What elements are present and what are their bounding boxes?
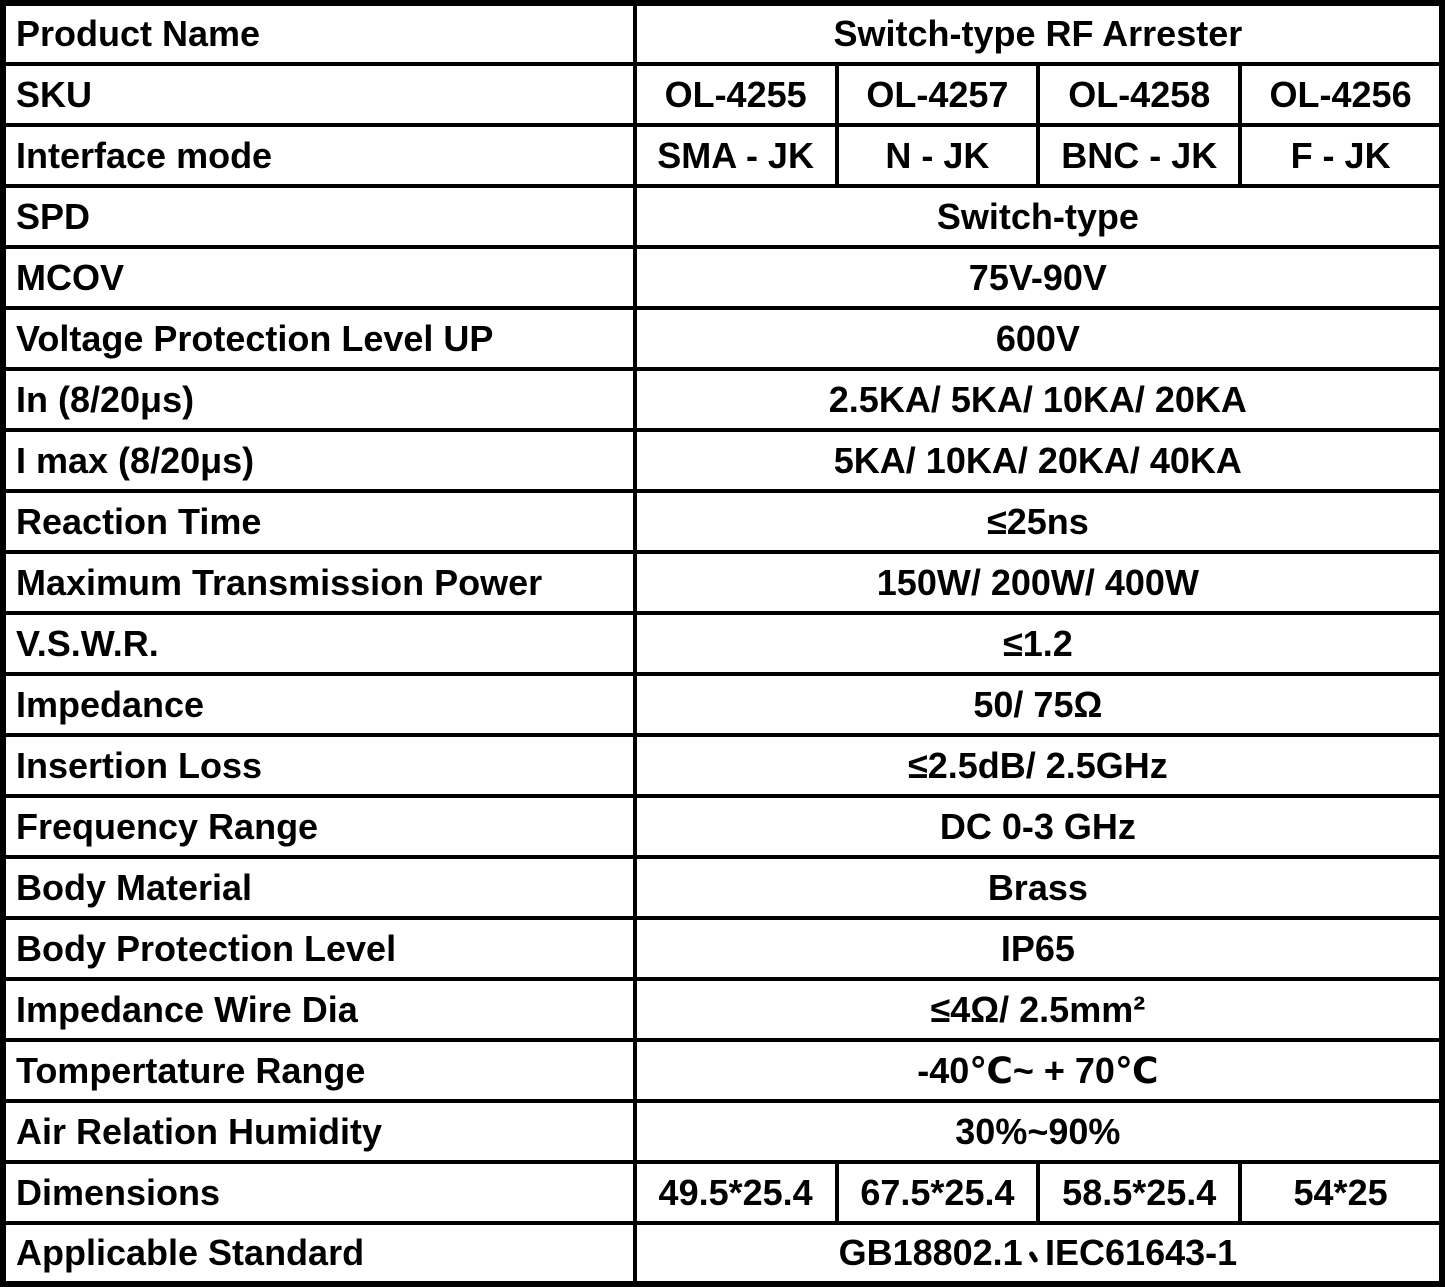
spec-label: Maximum Transmission Power xyxy=(3,552,635,613)
spec-label: Air Relation Humidity xyxy=(3,1101,635,1162)
spec-label: SPD xyxy=(3,186,635,247)
interface-cell: SMA - JK xyxy=(635,125,837,186)
spec-label: Reaction Time xyxy=(3,491,635,552)
spec-label: V.S.W.R. xyxy=(3,613,635,674)
interface-cell: F - JK xyxy=(1240,125,1442,186)
row-frequency-range xyxy=(3,796,1442,857)
sku-cell: OL-4256 xyxy=(1240,64,1442,125)
spec-label: Interface mode xyxy=(3,125,635,186)
spec-value: 600V xyxy=(635,308,1442,369)
row-max-transmission-power xyxy=(3,552,1442,613)
spec-label: Dimensions xyxy=(3,1162,635,1223)
row-interface-mode xyxy=(3,125,1442,186)
spec-label: Product Name xyxy=(3,3,635,64)
row-mcov xyxy=(3,247,1442,308)
interface-cell: BNC - JK xyxy=(1038,125,1240,186)
row-insertion-loss xyxy=(3,735,1442,796)
spec-value: IP65 xyxy=(635,918,1442,979)
spec-value: 50/ 75Ω xyxy=(635,674,1442,735)
row-temperature-range xyxy=(3,1040,1442,1101)
spec-label: Frequency Range xyxy=(3,796,635,857)
spec-value: Brass xyxy=(635,857,1442,918)
standard-part-1: GB18802.1 xyxy=(838,1232,1023,1273)
spec-value: Switch-type xyxy=(635,186,1442,247)
spec-label: I max (8/20μs) xyxy=(3,430,635,491)
row-impedance-wire-dia xyxy=(3,979,1442,1040)
spec-value: ≤1.2 xyxy=(635,613,1442,674)
spec-value: ≤2.5dB/ 2.5GHz xyxy=(635,735,1442,796)
row-voltage-protection-level xyxy=(3,308,1442,369)
spec-label: Tompertature Range xyxy=(3,1040,635,1101)
row-applicable-standard xyxy=(3,1223,1442,1284)
row-spd xyxy=(3,186,1442,247)
row-vswr xyxy=(3,613,1442,674)
spec-value: ≤25ns xyxy=(635,491,1442,552)
spec-label: Voltage Protection Level UP xyxy=(3,308,635,369)
spec-value: 2.5KA/ 5KA/ 10KA/ 20KA xyxy=(635,369,1442,430)
spec-value: 30%~90% xyxy=(635,1101,1442,1162)
spec-value: 150W/ 200W/ 400W xyxy=(635,552,1442,613)
sku-cell: OL-4255 xyxy=(635,64,837,125)
standard-part-2: IEC61643-1 xyxy=(1045,1232,1238,1273)
spec-label: Body Material xyxy=(3,857,635,918)
spec-label: SKU xyxy=(3,64,635,125)
dimension-cell: 54*25 xyxy=(1240,1162,1442,1223)
spec-value: ≤4Ω/ 2.5mm² xyxy=(635,979,1442,1040)
spec-value: 75V-90V xyxy=(635,247,1442,308)
row-sku xyxy=(3,64,1442,125)
dimension-cell: 58.5*25.4 xyxy=(1038,1162,1240,1223)
dimension-cell: 67.5*25.4 xyxy=(837,1162,1039,1223)
spec-label: Impedance xyxy=(3,674,635,735)
row-product-name xyxy=(3,3,1442,64)
spec-label: Body Protection Level xyxy=(3,918,635,979)
row-body-material xyxy=(3,857,1442,918)
spec-value: -40℃~ + 70℃ xyxy=(635,1040,1442,1101)
spec-label: In (8/20μs) xyxy=(3,369,635,430)
interface-cell: N - JK xyxy=(837,125,1039,186)
sku-cell: OL-4258 xyxy=(1038,64,1240,125)
spec-label: MCOV xyxy=(3,247,635,308)
row-in-current xyxy=(3,369,1442,430)
row-imax-current xyxy=(3,430,1442,491)
dimension-cell: 49.5*25.4 xyxy=(635,1162,837,1223)
row-body-protection-level xyxy=(3,918,1442,979)
row-dimensions xyxy=(3,1162,1442,1223)
spec-label: Applicable Standard xyxy=(3,1223,635,1284)
spec-value: Switch-type RF Arrester xyxy=(635,3,1442,64)
spec-label: Impedance Wire Dia xyxy=(3,979,635,1040)
spec-value: DC 0-3 GHz xyxy=(635,796,1442,857)
ideographic-comma-icon xyxy=(1023,1243,1045,1265)
row-impedance xyxy=(3,674,1442,735)
spec-value: 5KA/ 10KA/ 20KA/ 40KA xyxy=(635,430,1442,491)
row-reaction-time xyxy=(3,491,1442,552)
sku-cell: OL-4257 xyxy=(837,64,1039,125)
row-air-relation-humidity xyxy=(3,1101,1442,1162)
spec-value xyxy=(635,1223,1442,1284)
spec-label: Insertion Loss xyxy=(3,735,635,796)
